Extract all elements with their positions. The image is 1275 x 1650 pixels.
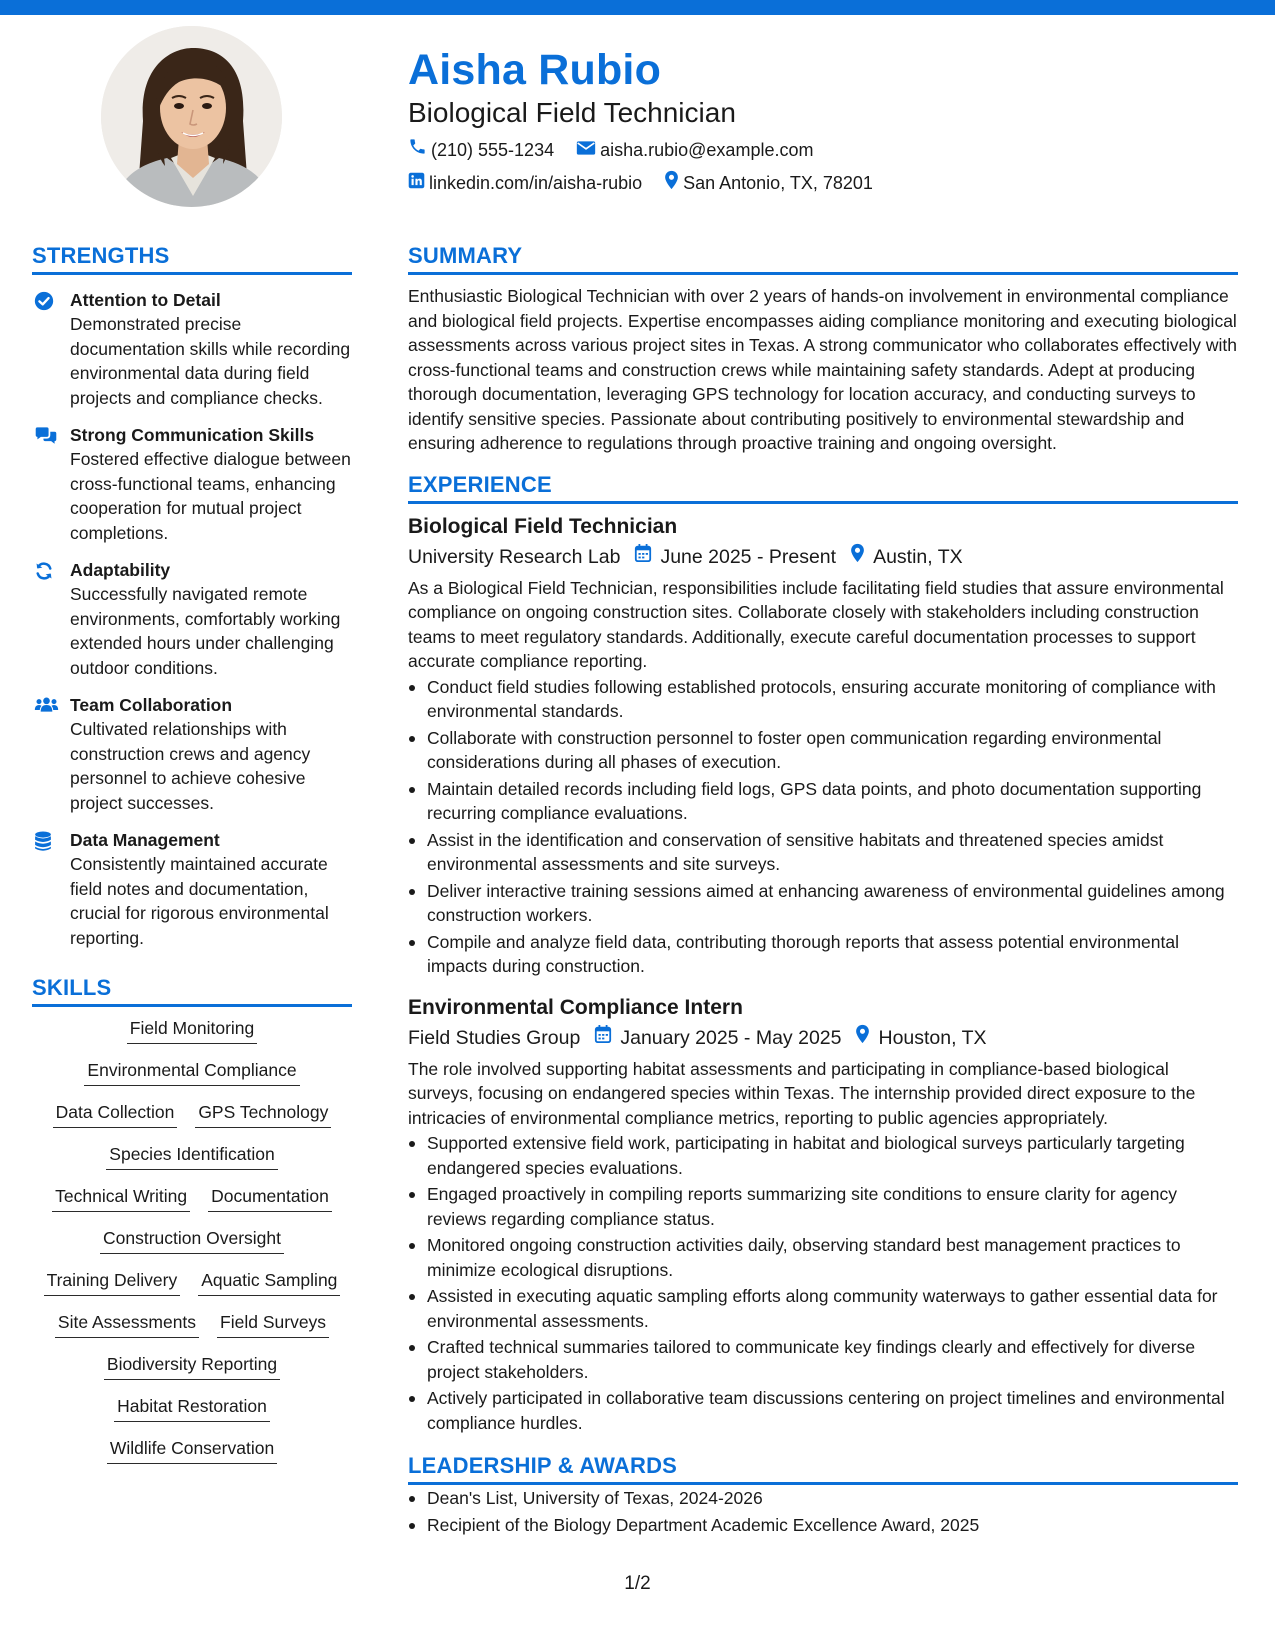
strength-item	[32, 828, 352, 950]
strengths-heading: STRENGTHS	[32, 243, 352, 275]
skill-tag: Biodiversity Reporting	[104, 1353, 280, 1380]
job-meta	[408, 1024, 1238, 1052]
skill-tag: Field Monitoring	[127, 1017, 258, 1044]
bullet-item: Monitored ongoing construction activities daily, observing standard best management practices to minimize ecological disruptions.	[408, 1233, 1238, 1282]
email-text: aisha.rubio@example.com	[600, 139, 814, 160]
job-entry	[408, 512, 1238, 979]
leadership-heading: LEADERSHIP & AWARDS	[408, 1453, 1238, 1485]
comments-icon	[34, 423, 58, 545]
phone-icon	[408, 137, 431, 162]
contact-email[interactable]	[576, 138, 813, 162]
resume-header	[408, 44, 1238, 196]
skill-tag: Data Collection	[53, 1101, 178, 1128]
strength-item	[32, 693, 352, 815]
leadership-list	[408, 1486, 1238, 1537]
job-company: Field Studies Group	[408, 1026, 581, 1049]
job-dates-group	[634, 543, 836, 571]
strength-title: Data Management	[70, 830, 220, 850]
strength-title: Attention to Detail	[70, 290, 221, 310]
skills-list	[32, 1017, 352, 1464]
envelope-icon	[576, 138, 600, 162]
contact-row-1	[408, 137, 1238, 162]
map-pin-icon	[850, 543, 873, 571]
candidate-name: Aisha Rubio	[408, 46, 662, 94]
strength-title: Team Collaboration	[70, 695, 233, 715]
job-location-group	[855, 1024, 986, 1052]
bullet-item: Deliver interactive training sessions aimed at enhancing awareness of environmental guidelines among construction workers.	[408, 879, 1238, 928]
database-icon	[34, 828, 58, 950]
strength-item	[32, 558, 352, 680]
strength-title: Adaptability	[70, 560, 171, 580]
bullet-item: Maintain detailed records including field logs, GPS data points, and photo documentation supporting recurring compliance evaluations.	[408, 777, 1238, 826]
bullet-item: Assist in the identification and conservation of sensitive habitats and threatened species amidst environmental assessments and site surveys.	[408, 828, 1238, 877]
skill-tag: Technical Writing	[52, 1185, 190, 1212]
map-pin-icon	[664, 170, 683, 196]
job-description: As a Biological Field Technician, responsibilities include facilitating field studies that assure environmental compliance on ongoing construction sites. Collaborate closely with stakeholders including construction teams to meet regulatory standards. Additionally, execute careful documentation processes to support accurate compliance reporting.	[408, 577, 1224, 671]
location-text: San Antonio, TX, 78201	[683, 173, 873, 193]
job-dates: June 2025 - Present	[660, 545, 837, 568]
skills-heading: SKILLS	[32, 975, 352, 1007]
skill-tag: Environmental Compliance	[84, 1059, 299, 1086]
linkedin-text: linkedin.com/in/aisha-rubio	[429, 173, 643, 193]
strength-item	[32, 288, 352, 410]
top-accent-bar	[0, 0, 1275, 15]
job-description: The role involved supporting habitat assessments and participating in compliance-based biological surveys, focusing on endangered species within Texas. The internship provided direct exposure to the intricacies of environmental compliance metrics, reporting to public agencies appropriately.	[408, 1058, 1196, 1128]
users-icon	[34, 693, 58, 815]
summary-heading: SUMMARY	[408, 243, 1238, 275]
bullet-item: Actively participated in collaborative team discussions centering on project timelines and environmental compliance hurdles.	[408, 1386, 1238, 1435]
bullet-item: Engaged proactively in compiling reports summarizing site conditions to ensure clarity for agency reviews regarding compliance status.	[408, 1182, 1238, 1231]
skill-tag: Construction Oversight	[100, 1227, 284, 1254]
job-bullets	[408, 675, 1238, 979]
job-entry	[408, 993, 1238, 1436]
job-company: University Research Lab	[408, 545, 621, 568]
job-meta	[408, 543, 1238, 571]
contact-linkedin[interactable]	[408, 171, 642, 195]
award-item: Dean's List, University of Texas, 2024-2026	[408, 1486, 1238, 1511]
calendar-icon	[594, 1024, 620, 1052]
strength-desc: Cultivated relationships with construction crews and agency personnel to achieve cohesive project successes.	[70, 719, 311, 813]
contact-row-2	[408, 170, 1238, 196]
strength-desc: Successfully navigated remote environments, comfortably working extended hours under challenging outdoor conditions.	[70, 584, 341, 678]
skill-tag: GPS Technology	[195, 1101, 331, 1128]
job-title: Biological Field Technician	[408, 514, 678, 538]
page-number: 1/2	[624, 1573, 651, 1594]
bullet-item: Compile and analyze field data, contributing thorough reports that assess potential environmental impacts during construction.	[408, 930, 1238, 979]
skill-tag: Field Surveys	[217, 1311, 329, 1338]
profile-photo	[101, 26, 282, 207]
job-dates: January 2025 - May 2025	[620, 1026, 842, 1049]
candidate-title: Biological Field Technician	[408, 97, 736, 128]
job-title: Environmental Compliance Intern	[408, 995, 743, 1019]
check-circle-icon	[34, 288, 58, 410]
bullet-item: Collaborate with construction personnel to foster open communication regarding environmental considerations during all phases of execution.	[408, 726, 1238, 775]
skill-tag: Training Delivery	[44, 1269, 181, 1296]
skill-tag: Aquatic Sampling	[198, 1269, 340, 1296]
skill-tag: Habitat Restoration	[114, 1395, 270, 1422]
job-location-group	[850, 543, 963, 571]
calendar-icon	[634, 543, 660, 571]
skill-tag: Wildlife Conservation	[107, 1437, 277, 1464]
job-location: Houston, TX	[878, 1026, 987, 1049]
left-column	[32, 243, 352, 1464]
job-dates-group	[594, 1024, 841, 1052]
contact-phone[interactable]	[408, 137, 554, 162]
award-item: Recipient of the Biology Department Academic Excellence Award, 2025	[408, 1513, 1238, 1538]
bullet-item: Assisted in executing aquatic sampling efforts along community waterways to gather essential data for environmental assessments.	[408, 1284, 1238, 1333]
job-location: Austin, TX	[873, 545, 963, 568]
bullet-item: Conduct field studies following established protocols, ensuring accurate monitoring of compliance with environmental standards.	[408, 675, 1238, 724]
summary-text: Enthusiastic Biological Technician with over 2 years of hands-on involvement in environmental compliance and biological field projects. Expertise encompasses aiding compliance monitoring and executing biological assessments across various project sites in Texas. A strong communicator who collaborates effectively with cross-functional teams and construction crews while maintaining safety standards. Adept at producing thorough documentation, leveraging GPS technology for location accuracy, and conducting surveys to identify sensitive species. Passionate about contributing positively to environmental stewardship and ensuring adherence to regulations through proactive training and ongoing oversight.	[408, 286, 1238, 453]
map-pin-icon	[855, 1024, 878, 1052]
strength-item	[32, 423, 352, 545]
strength-title: Strong Communication Skills	[70, 425, 315, 445]
sync-icon	[34, 558, 58, 680]
bullet-item: Crafted technical summaries tailored to communicate key findings clearly and effectively for diverse project stakeholders.	[408, 1335, 1238, 1384]
strength-desc: Fostered effective dialogue between cross-functional teams, enhancing cooperation for mutual project completions.	[70, 449, 351, 543]
experience-heading: EXPERIENCE	[408, 472, 1238, 504]
phone-text: (210) 555-1234	[431, 139, 555, 160]
strength-desc: Demonstrated precise documentation skills while recording environmental data during field projects and compliance checks.	[70, 314, 351, 408]
job-bullets	[408, 1131, 1238, 1435]
right-column	[408, 243, 1238, 1539]
skill-tag: Documentation	[208, 1185, 332, 1212]
skill-tag: Species Identification	[106, 1143, 277, 1170]
skill-tag: Site Assessments	[55, 1311, 199, 1338]
linkedin-icon	[408, 171, 429, 195]
contact-location	[664, 170, 873, 196]
bullet-item: Supported extensive field work, participating in habitat and biological surveys particularly targeting endangered species evaluations.	[408, 1131, 1238, 1180]
strength-desc: Consistently maintained accurate field notes and documentation, crucial for rigorous environmental reporting.	[70, 854, 329, 948]
